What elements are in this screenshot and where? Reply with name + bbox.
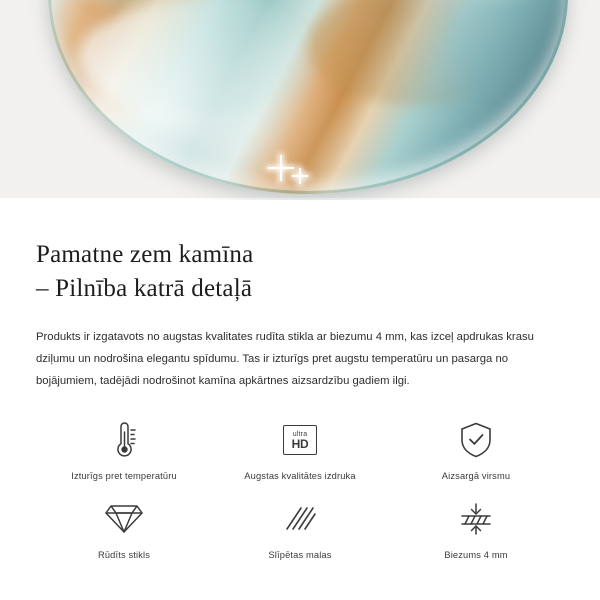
- feature-item-surface-protection: [388, 418, 564, 481]
- page-title: [36, 238, 564, 306]
- polished-edges-icon: [281, 497, 319, 541]
- ultra-hd-badge-bottom: HD: [291, 436, 309, 451]
- feature-label: Aizsargā virsmu: [441, 471, 511, 482]
- feature-item-thickness: [388, 497, 564, 560]
- feature-label: Slīpētas malas: [268, 550, 332, 561]
- content-area: [0, 238, 600, 560]
- feature-label: Augstas kvalitātes izdruka: [244, 471, 356, 482]
- product-description-text: Produkts ir izgatavots no augstas kvalitates rudīta stikla ar biezumu 4 mm, kas izceļ apdrukas krasu dziļumu un nodrošina elegantu spīdumu. Tas ir izturīgs pret augstu temperatūru un pasarga no bojājumiem, tadējādi nodrošinot kamīna apkārtnes aizsardzību gadiem ilgi.: [36, 331, 534, 388]
- page-title-line-1: Pamatne zem kamīna: [36, 241, 254, 268]
- ultra-hd-icon: [283, 418, 317, 462]
- ultra-hd-badge-top: ultra: [292, 430, 308, 438]
- thermometer-icon: [104, 418, 144, 462]
- hero-image: [0, 0, 600, 200]
- thickness-icon: [456, 497, 496, 541]
- feature-label: Izturīgs pret temperatūru: [71, 471, 177, 482]
- shield-check-icon: [458, 418, 494, 462]
- diamond-icon: [104, 497, 144, 541]
- page-title-line-2: – Pilnība katrā detaļā: [36, 275, 253, 302]
- feature-item-polished-edges: [212, 497, 388, 560]
- feature-label: Rūdīts stikls: [97, 550, 151, 561]
- feature-item-tempered-glass: [36, 497, 212, 560]
- feature-item-temperature: [36, 418, 212, 481]
- feature-grid: [36, 418, 564, 560]
- feature-item-print-quality: [212, 418, 388, 481]
- feature-label: Biezums 4 mm: [444, 550, 508, 561]
